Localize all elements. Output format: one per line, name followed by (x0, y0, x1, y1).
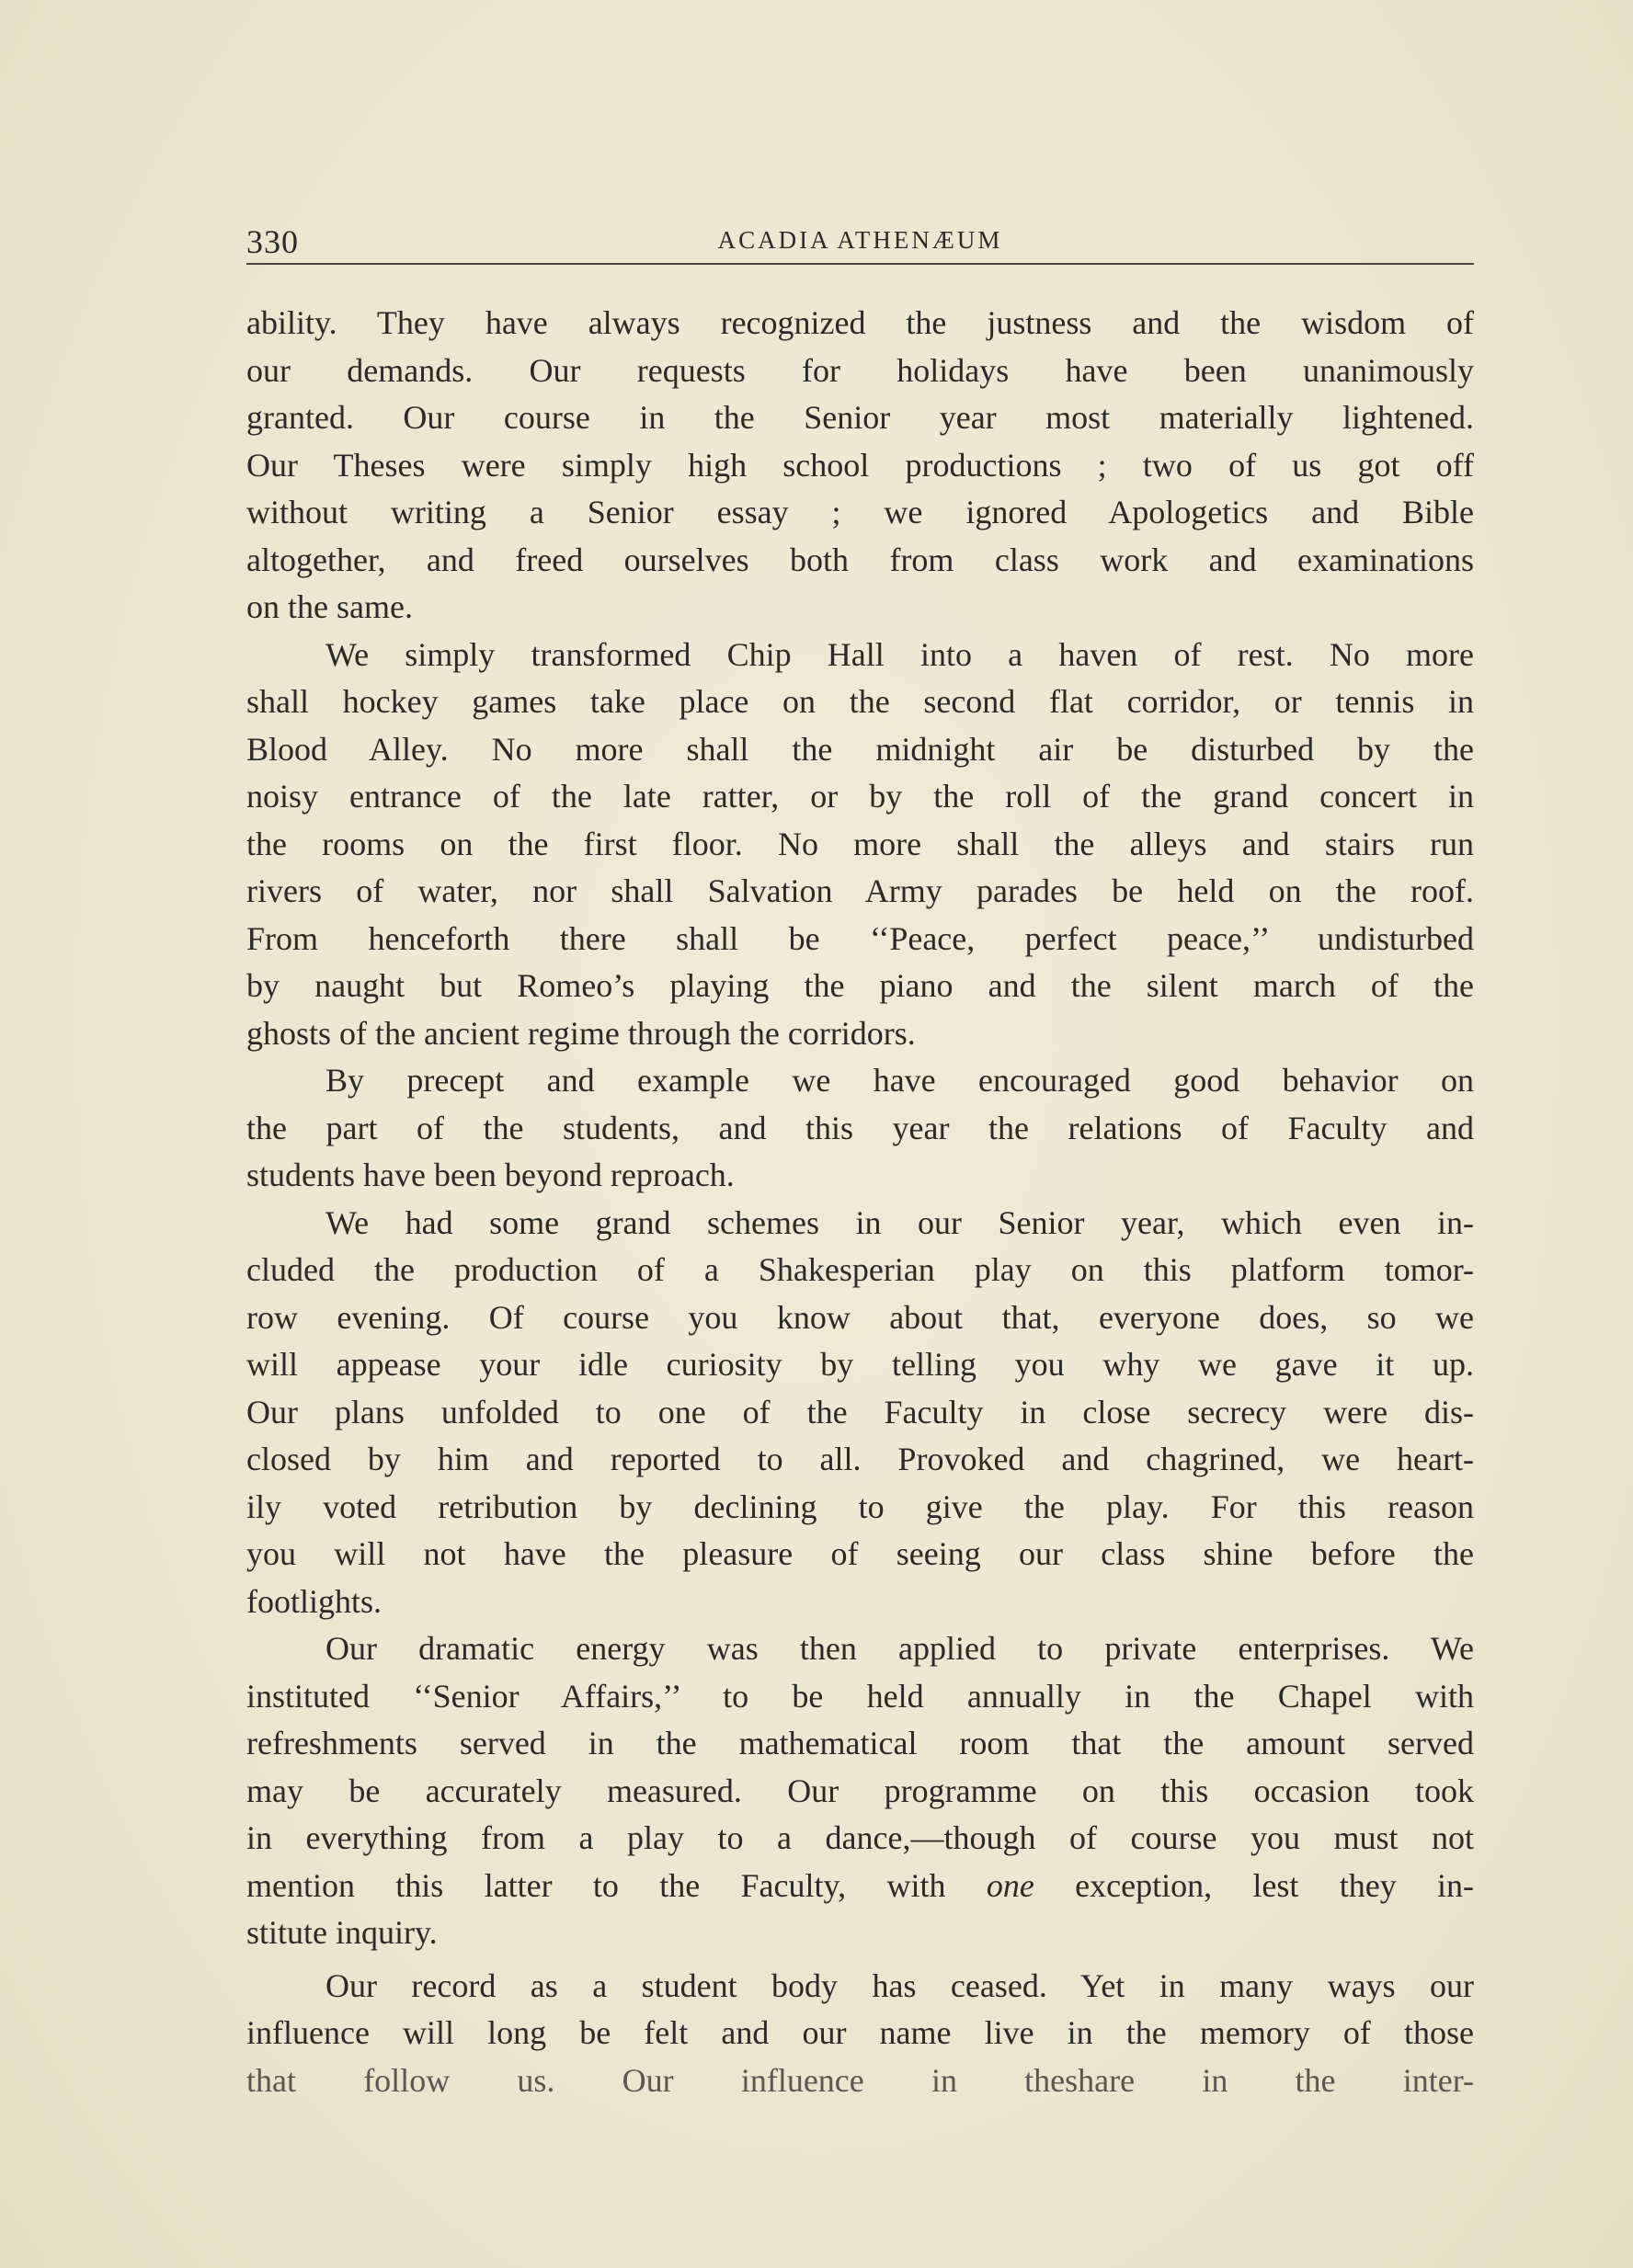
text-line: students have been beyond reproach. (246, 1157, 735, 1193)
text-line: Our Theses were simply high school productions ; two of us got off (246, 446, 1474, 484)
text-line: closed by him and reported to all. Provoked and chagrined, we heart- (246, 1441, 1474, 1477)
text-line: ability. They have always recognized the justness and the wisdom of (246, 304, 1474, 341)
text-line: influence will long be felt and our name live in the memory of those (246, 2014, 1474, 2051)
text-line: Our dramatic energy was then applied to private enterprises. We (325, 1630, 1474, 1667)
text-line: the rooms on the first floor. No more shall the alleys and stairs run (246, 825, 1474, 862)
text-line: We had some grand schemes in our Senior year, which even in- (325, 1203, 1474, 1241)
page-number: 330 (246, 223, 299, 260)
text-line: cluded the production of a Shakesperian play on this platform tomor- (246, 1251, 1474, 1288)
journal-title: ACADIA ATHENÆUM (717, 226, 1003, 254)
text-line: on the same. (246, 588, 413, 625)
text-line: footlights. (246, 1582, 383, 1620)
italic-word: one (986, 1866, 1034, 1904)
text-line: ghosts of the ancient regime through the corridors. (246, 1014, 916, 1052)
text-line: rivers of water, nor shall Salvation Army parades be held on the roof. (246, 872, 1474, 909)
text-line: granted. Our course in the Senior year most materially lightened. (246, 399, 1474, 436)
text-line: We simply transformed Chip Hall into a haven of rest. No more (325, 635, 1474, 673)
text-line: our demands. Our requests for holidays have been unanimously (246, 351, 1474, 389)
text-line: without writing a Senior essay ; we ignored Apologetics and Bible (246, 494, 1474, 530)
text-segment: mention this latter to the Faculty, with (246, 1866, 946, 1904)
text-line: refreshments served in the mathematical room that the amount served (246, 1725, 1474, 1761)
text-line: noisy entrance of the late ratter, or by the roll of the grand concert in (246, 778, 1474, 815)
text-line: stitute inquiry. (246, 1914, 438, 1951)
text-line: ily voted retribution by declining to give the play. For this reason (246, 1487, 1474, 1525)
text-line: instituted ‘‘Senior Affairs,’’ to be held annually in the Chapel with (246, 1677, 1474, 1715)
text-line-partial (246, 2057, 1474, 2105)
text-line: Blood Alley. No more shall the midnight air be disturbed by the (246, 730, 1474, 768)
text-line: in everything from a play to a dance,—though of course you must not (246, 1819, 1474, 1856)
text-segment: exception, lest they in- (1033, 1866, 1474, 1904)
text-line: the part of the students, and this year the relations of Faculty and (246, 1109, 1474, 1146)
header-rule (246, 263, 1474, 265)
text-line: Our plans unfolded to one of the Faculty in close secrecy were dis- (246, 1393, 1474, 1430)
text-line: by naught but Romeo’s playing the piano and the silent march of the (246, 967, 1474, 1004)
text-segment: that follow us. Our influence in the (246, 2061, 1066, 2099)
text-line: Our record as a student body has ceased. Yet in many ways our (325, 1966, 1474, 2004)
text-line: By precept and example we have encouraged good behavior on (325, 1062, 1474, 1099)
text-line: may be accurately measured. Our programme on this occasion took (246, 1772, 1474, 1809)
text-line: From henceforth there shall be ‘‘Peace, perfect peace,’’ undisturbed (246, 919, 1474, 957)
text-line-with-emphasis (246, 1863, 1474, 1910)
body-text (246, 300, 1474, 2104)
text-line: shall hockey games take place on the second flat corridor, or tennis in (246, 683, 1474, 720)
text-line: altogether, and freed ourselves both from class work and examinations (246, 541, 1474, 578)
text-line: row evening. Of course you know about that, everyone does, so we (246, 1298, 1474, 1336)
text-line: will appease your idle curiosity by telling you why we gave it up. (246, 1346, 1474, 1383)
running-head (246, 211, 1474, 267)
text-segment: share in the inter- (1065, 2061, 1474, 2099)
text-line: you will not have the pleasure of seeing our class shine before the (246, 1535, 1474, 1572)
